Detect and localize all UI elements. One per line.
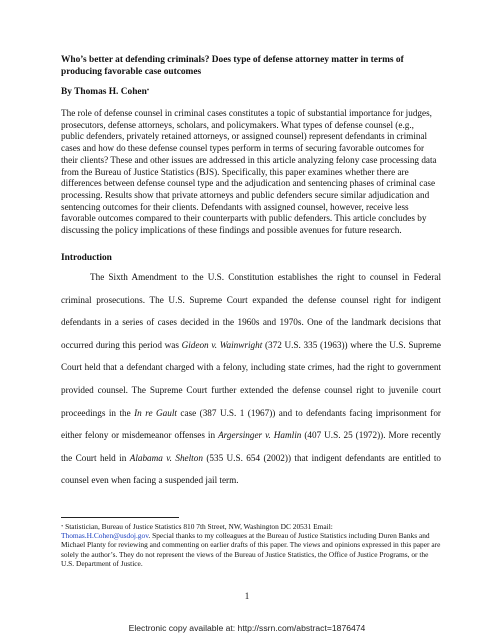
- paper-title: Who’s better at defending criminals? Does type of defense attorney matter in terms of producing favorable case outcomes: [61, 55, 404, 77]
- author-email-link[interactable]: Thomas.H.Cohen@usdoj.gov: [61, 531, 149, 541]
- intro-text-5: (535 U.S. 654 (2002)) that indigent defendants are entitled to counsel even when facing a suspended jail term.: [61, 452, 441, 486]
- introduction-body: [61, 266, 441, 492]
- intro-text-2: (372 U.S. 335 (1963)) where the U.S. Supreme Court held that a defendant charged with a felony, including state crimes, had the right to government provided counsel. The Supreme Court further extended the defense counsel right to juvenile court proceedings in the: [61, 339, 441, 418]
- introduction-paragraph: [61, 266, 441, 492]
- section-heading-introduction: Introduction: [61, 253, 112, 263]
- page-number: 1: [244, 591, 250, 601]
- author-line: [61, 87, 149, 98]
- footnote-divider: [61, 517, 179, 518]
- footnote-affiliation: Statistician, Bureau of Justice Statistics 810 7th Street, NW, Washington DC 20531 Email:: [63, 522, 333, 531]
- abstract: The role of defense counsel in criminal cases constitutes a topic of substantial importance for judges, prosecutors, defense attorneys, scholars, and policymakers. What types of defense counsel (e.g., public defenders, privately retained attorneys, or assigned counsel) represent defendants in criminal cases and how do these defense counsel types perform in terms of securing favorable outcomes for their clients? These and other issues are addressed in this article analyzing felony case processing data from the Bureau of Justice Statistics (BJS). Specifically, this paper examines whether there are differences between defense counsel type and the adjudication and sentencing phases of criminal case processing. Results show that private attorneys and public defenders secure similar adjudication and sentencing outcomes for their clients. Defendants with assigned counsel, however, receive less favorable outcomes compared to their counterparts with public defenders. This article concludes by discussing the policy implications of these findings and possible avenues for future research.: [61, 108, 437, 236]
- intro-text-3: case (387 U.S. 1 (1967)) and to defendants facing imprisonment for either felony or misdemeanor offenses in: [61, 407, 441, 441]
- case-name-argersinger: Argersinger v. Hamlin: [218, 430, 302, 441]
- case-name-alabama-shelton: Alabama v. Shelton: [129, 452, 203, 463]
- author-name: By Thomas H. Cohen: [61, 87, 147, 97]
- case-name-in-re-gault: In re Gault: [134, 407, 177, 418]
- case-name-gideon: Gideon v. Wainwright: [181, 339, 263, 350]
- footnote-acknowledgements: . Special thanks to my colleagues at the Bureau of Justice Statistics including Duren Banks and Michael Planty for reviewing and commenting on earlier drafts of this paper. The views and opinions expressed in this paper are solely the author’s. They do not represent the views of the Bureau of Justice Statistics, the Office of Justice Programs, or the U.S. Department of Justice.: [61, 531, 441, 568]
- ssrn-footer[interactable]: Electronic copy available at: http://ssrn.com/abstract=1876474: [128, 623, 366, 633]
- intro-text-4: (407 U.S. 25 (1972)). More recently the Court held in: [61, 430, 441, 463]
- footnote-mark: *: [61, 524, 64, 529]
- footnote: [61, 522, 441, 568]
- intro-text-1: The Sixth Amendment to the U.S. Constitution establishes the right to counsel in Federal criminal prosecutions. The U.S. Supreme Court expanded the defense counsel right for indigent defendants in a series of cases decided in the 1960s and 1970s. One of the landmark decisions that occurred during this period was: [61, 272, 441, 350]
- author-footnote-mark: *: [146, 89, 150, 94]
